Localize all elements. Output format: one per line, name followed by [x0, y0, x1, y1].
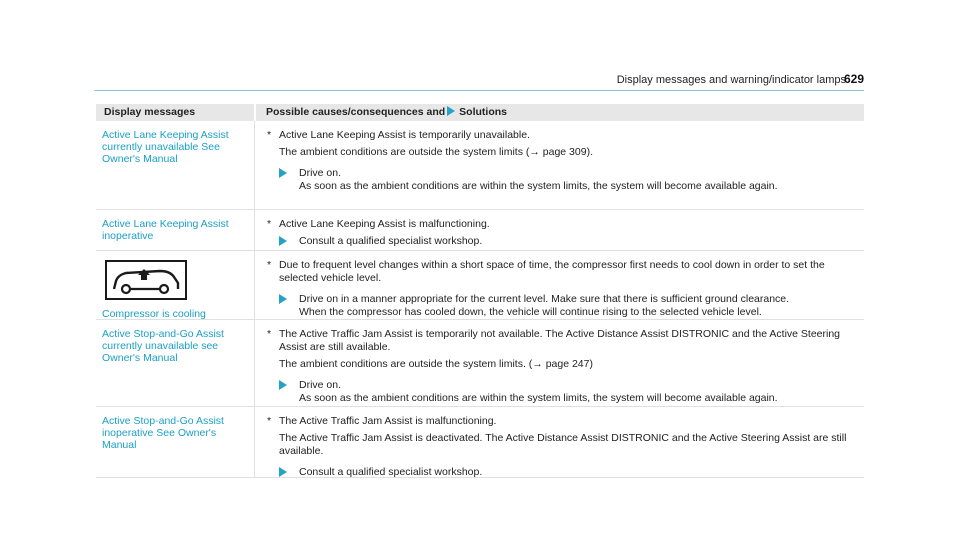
- table-row: Compressor is cooling * Due to frequent level changes within a short space of time, the compressor first needs to cool down in order to set the selected vehicle level. Drive on in a manner appropriate for the current level. Make sure that there is sufficient ground clearance. When the compressor has cooled down, the vehicle will continue rising to the selected vehicle level.: [96, 251, 864, 320]
- detail-text: The ambient conditions are outside the system limits. (→ page 247): [279, 358, 593, 370]
- display-message: Active Stop-and-Go Assist currently unavailable see Owner's Manual: [102, 328, 224, 364]
- solution-arrow-icon: [279, 467, 287, 477]
- vehicle-level-raise-icon: [104, 259, 188, 301]
- column-header-causes-solutions: [254, 104, 864, 121]
- detail-text: The ambient conditions are outside the system limits (→ page 309).: [279, 146, 593, 158]
- solution-text-continued: As soon as the ambient conditions are within the system limits, the system will become available again.: [299, 180, 778, 192]
- column-header-solutions-label: Solutions: [459, 106, 508, 118]
- cause-text: The Active Traffic Jam Assist is malfunctioning.: [279, 415, 497, 427]
- display-message: Compressor is cooling: [102, 308, 206, 320]
- solution-text: Consult a qualified specialist workshop.: [299, 235, 483, 247]
- column-header-display-messages: Display messages: [104, 106, 196, 118]
- solution-text-continued: As soon as the ambient conditions are within the system limits, the system will become available again.: [299, 392, 778, 404]
- solution-text-continued: When the compressor has cooled down, the vehicle will continue rising to the selected vehicle level.: [299, 306, 762, 318]
- table-row: Active Stop-and-Go Assist inoperative See Owner's Manual * The Active Traffic Jam Assist is malfunctioning. The Active Traffic Jam Assist is deactivated. The Active Distance Assist DISTRONIC and the Active Steering Assist are still available. Consult a qualified specialist workshop.: [96, 407, 864, 478]
- cause-text: Due to frequent level changes within a short space of time, the compressor first needs to cool down in order to set the selected vehicle level.: [279, 259, 825, 284]
- solution-arrow-icon: [279, 294, 287, 304]
- display-message: Active Lane Keeping Assist currently unavailable See Owner's Manual: [102, 129, 229, 165]
- solution-text: Drive on.: [299, 167, 342, 179]
- column-header-causes-label: Possible causes/consequences and: [266, 106, 446, 118]
- page-number: 629: [843, 72, 864, 86]
- table-row: Active Lane Keeping Assist inoperative * Active Lane Keeping Assist is malfunctioning. Consult a qualified specialist workshop.: [96, 210, 864, 251]
- header-divider: [94, 90, 864, 91]
- display-message: Active Lane Keeping Assist inoperative: [102, 218, 229, 242]
- solution-arrow-icon: [279, 380, 287, 390]
- detail-text: The Active Traffic Jam Assist is deactivated. The Active Distance Assist DISTRONIC and the Active Steering Assist are still available.: [279, 432, 847, 457]
- table-row: Active Stop-and-Go Assist currently unavailable see Owner's Manual * The Active Traffic Jam Assist is temporarily not available. The Active Distance Assist DISTRONIC and the Active Steering Assist are still available. The ambient conditions are outside the system limits. (→ page 247) Drive on. As soon as the ambient conditions are within the system limits, the system will become available again.: [96, 320, 864, 407]
- cause-text: The Active Traffic Jam Assist is temporarily not available. The Active Distance Assist DISTRONIC and the Active Steering Assist are still available.: [279, 328, 841, 353]
- solution-arrow-icon: [279, 168, 287, 178]
- solution-text: Drive on in a manner appropriate for the current level. Make sure that there is sufficient ground clearance.: [299, 293, 790, 305]
- solution-arrow-icon: [279, 236, 287, 246]
- display-message: Active Stop-and-Go Assist inoperative See Owner's Manual: [102, 415, 224, 451]
- solution-arrow-icon: [447, 106, 455, 116]
- solution-text: Consult a qualified specialist workshop.: [299, 466, 483, 478]
- solution-text: Drive on.: [299, 379, 342, 391]
- table-header-row: [96, 104, 864, 121]
- cause-text: Active Lane Keeping Assist is temporarily unavailable.: [279, 129, 530, 141]
- display-messages-table: [96, 104, 864, 478]
- cause-text: Active Lane Keeping Assist is malfunctioning.: [279, 218, 490, 230]
- table-row: Active Lane Keeping Assist currently unavailable See Owner's Manual * Active Lane Keeping Assist is temporarily unavailable. The ambient conditions are outside the system limits (→ page 309). Drive on. As soon as the ambient conditions are within the system limits, the system will become available again.: [96, 121, 864, 210]
- running-header-title: Display messages and warning/indicator lamps: [616, 74, 846, 86]
- page-header: [0, 0, 960, 96]
